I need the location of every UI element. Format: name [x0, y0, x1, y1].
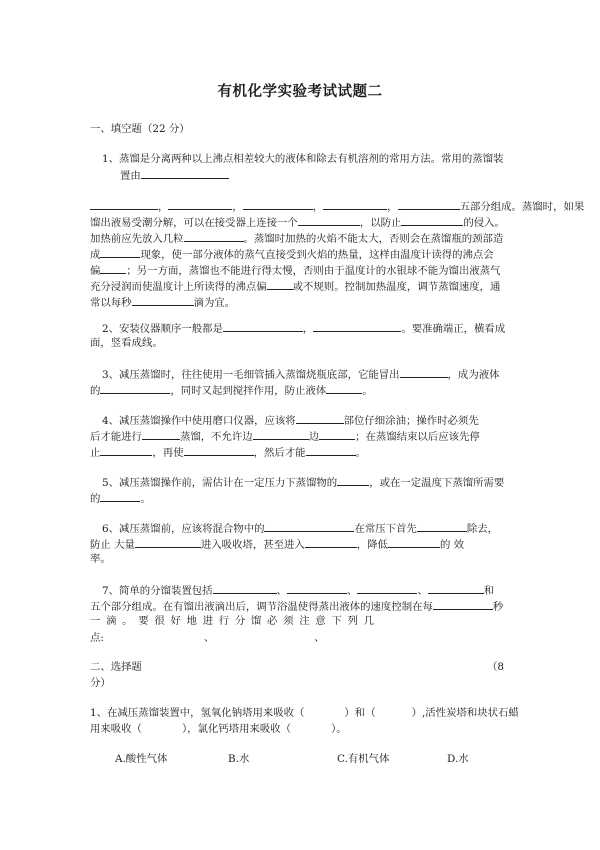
answer-blank[interactable]: [100, 490, 140, 502]
q1-line1: 1、蒸馏是分离两种以上沸点相差较大的液体和除去有机溶剂的常用方法。常用的蒸馏装: [102, 153, 504, 165]
q1-line9: 常以每秒 滴为宜。: [90, 294, 235, 310]
q7-line1: 7、简单的分馏装置包括 、 、 、 和: [102, 582, 494, 598]
answer-blank[interactable]: [184, 444, 254, 456]
q2-line2: 面，竖看成线。: [90, 337, 163, 349]
answer-blank[interactable]: [142, 428, 180, 440]
option-a[interactable]: A.酸性气体: [115, 753, 168, 765]
answer-blank[interactable]: [326, 382, 362, 394]
answer-blank[interactable]: [253, 428, 309, 440]
answer-space[interactable]: [104, 630, 204, 641]
answer-blank[interactable]: [100, 246, 140, 258]
answer-blank[interactable]: [100, 444, 152, 456]
section-heading-fill-in: 一、填空题（22 分）: [90, 123, 190, 135]
section-score: （8: [486, 661, 504, 673]
option-c[interactable]: C.有机气体: [337, 753, 390, 765]
answer-blank[interactable]: [337, 474, 369, 486]
q5-line1: 5、减压蒸馏操作前，需估计在一定压力下蒸馏物的 ，或在一定温度下蒸馏所需要: [102, 474, 504, 490]
q3-line1: 3、减压蒸馏时，往往使用一毛细管插入蒸馏烧瓶底部，它能冒出 ，成为液体: [102, 366, 500, 382]
answer-blank[interactable]: [100, 382, 170, 394]
q3-line2: 的 ，同时又起到搅拌作用，防止液体 。: [90, 382, 373, 398]
section-heading-choice: 二、选择题: [90, 661, 142, 673]
answer-blank[interactable]: [223, 320, 303, 332]
answer-blank[interactable]: [184, 230, 244, 242]
section-score-unit: 分）: [90, 677, 111, 689]
answer-blank[interactable]: [298, 214, 360, 226]
q5-line2: 的 。: [90, 490, 151, 506]
answer-blank[interactable]: [400, 366, 448, 378]
q6-line1: 6、减压蒸馏前，应该将混合物中的 在常压下首先 除去，: [102, 520, 498, 536]
q1-line2: 置由: [120, 167, 229, 183]
q1-line6: 成 现象，使一部分液体的蒸气直接受到火焰的热量，这样由温度计读得的沸点会: [90, 246, 494, 262]
answer-blank[interactable]: [264, 520, 354, 532]
q4-line1: 4、减压蒸馏操作中使用磨口仪器，应该将 部位仔细涂油；操作时必须先: [102, 412, 479, 428]
q7-line4: 点: 、 、: [90, 632, 325, 644]
answer-blank[interactable]: [168, 198, 232, 210]
q1-line3: ， ， ， ， 五部分组成。蒸馏时，如果: [90, 198, 584, 214]
option-d[interactable]: D.水: [447, 753, 469, 765]
answer-space[interactable]: [214, 630, 314, 641]
option-b[interactable]: B.水: [228, 753, 250, 765]
answer-blank[interactable]: [319, 428, 355, 440]
q2-line1: 2、安装仪器顺序一般都是 ， 。要准确端正，横看成: [102, 320, 505, 336]
q6-line2: 防止 大量 进入吸收塔，甚至进入 ，降低 的 效: [90, 536, 464, 552]
answer-blank[interactable]: [100, 262, 126, 274]
answer-blank[interactable]: [433, 598, 493, 610]
q7-line2: 五个部分组成。在有馏出液滴出后，调节浴温使得蒸出液体的速度控制在每 秒: [90, 598, 503, 614]
answer-blank[interactable]: [428, 582, 484, 594]
answer-blank[interactable]: [296, 412, 344, 424]
answer-blank[interactable]: [135, 536, 201, 548]
answer-blank[interactable]: [243, 198, 313, 210]
q7-line3: 一 滴 。 要 很 好 地 进 行 分 馏 必 须 注 意 下 列 几: [90, 615, 376, 627]
q1-line8: 充分浸润而使温度计上所读得的沸点偏 或不规则。控制加热温度，调节蒸馏速度，通: [90, 278, 500, 294]
q1-line5: 加热前应先放入几粒 。蒸馏时加热的火焰不能太大，否则会在蒸馏瓶的颈部造: [90, 230, 503, 246]
answer-blank[interactable]: [90, 198, 158, 210]
answer-blank[interactable]: [306, 444, 356, 456]
answer-blank[interactable]: [398, 198, 460, 210]
q4-line2: 后才能进行 蒸馏，不允许边 边 ；在蒸馏结束以后应该先停: [90, 428, 480, 444]
answer-blank[interactable]: [132, 294, 194, 306]
answer-blank[interactable]: [401, 214, 463, 226]
answer-blank[interactable]: [313, 320, 401, 332]
q1-line4: 馏出液易受潮分解，可以在接受器上连接一个 ，以防止 的侵入。: [90, 214, 505, 230]
answer-blank[interactable]: [388, 536, 440, 548]
answer-blank[interactable]: [357, 582, 417, 594]
page-title: 有机化学实验考试试题二: [217, 83, 383, 100]
answer-blank[interactable]: [287, 582, 347, 594]
q1-line7: 偏 ；另一方面，蒸馏也不能进行得太慢，否则由于温度计的水银球不能为馏出液蒸气: [90, 262, 500, 278]
choice-q1-line2: 用来吸收（ ），氯化钙塔用来吸收（ ）。: [90, 723, 347, 735]
answer-blank[interactable]: [323, 198, 387, 210]
answer-blank[interactable]: [305, 536, 357, 548]
answer-blank[interactable]: [267, 278, 293, 290]
q6-line3: 率。: [90, 553, 111, 565]
choice-q1-line1: 1、在减压蒸馏装置中，氢氧化钠塔用来吸收（ ）和（ ）,活性炭塔和块状石蜡: [90, 707, 519, 719]
q4-line3: 止 ，再使 ，然后才能 。: [90, 444, 366, 460]
answer-blank[interactable]: [141, 167, 229, 179]
answer-blank[interactable]: [213, 582, 277, 594]
answer-blank[interactable]: [417, 520, 467, 532]
